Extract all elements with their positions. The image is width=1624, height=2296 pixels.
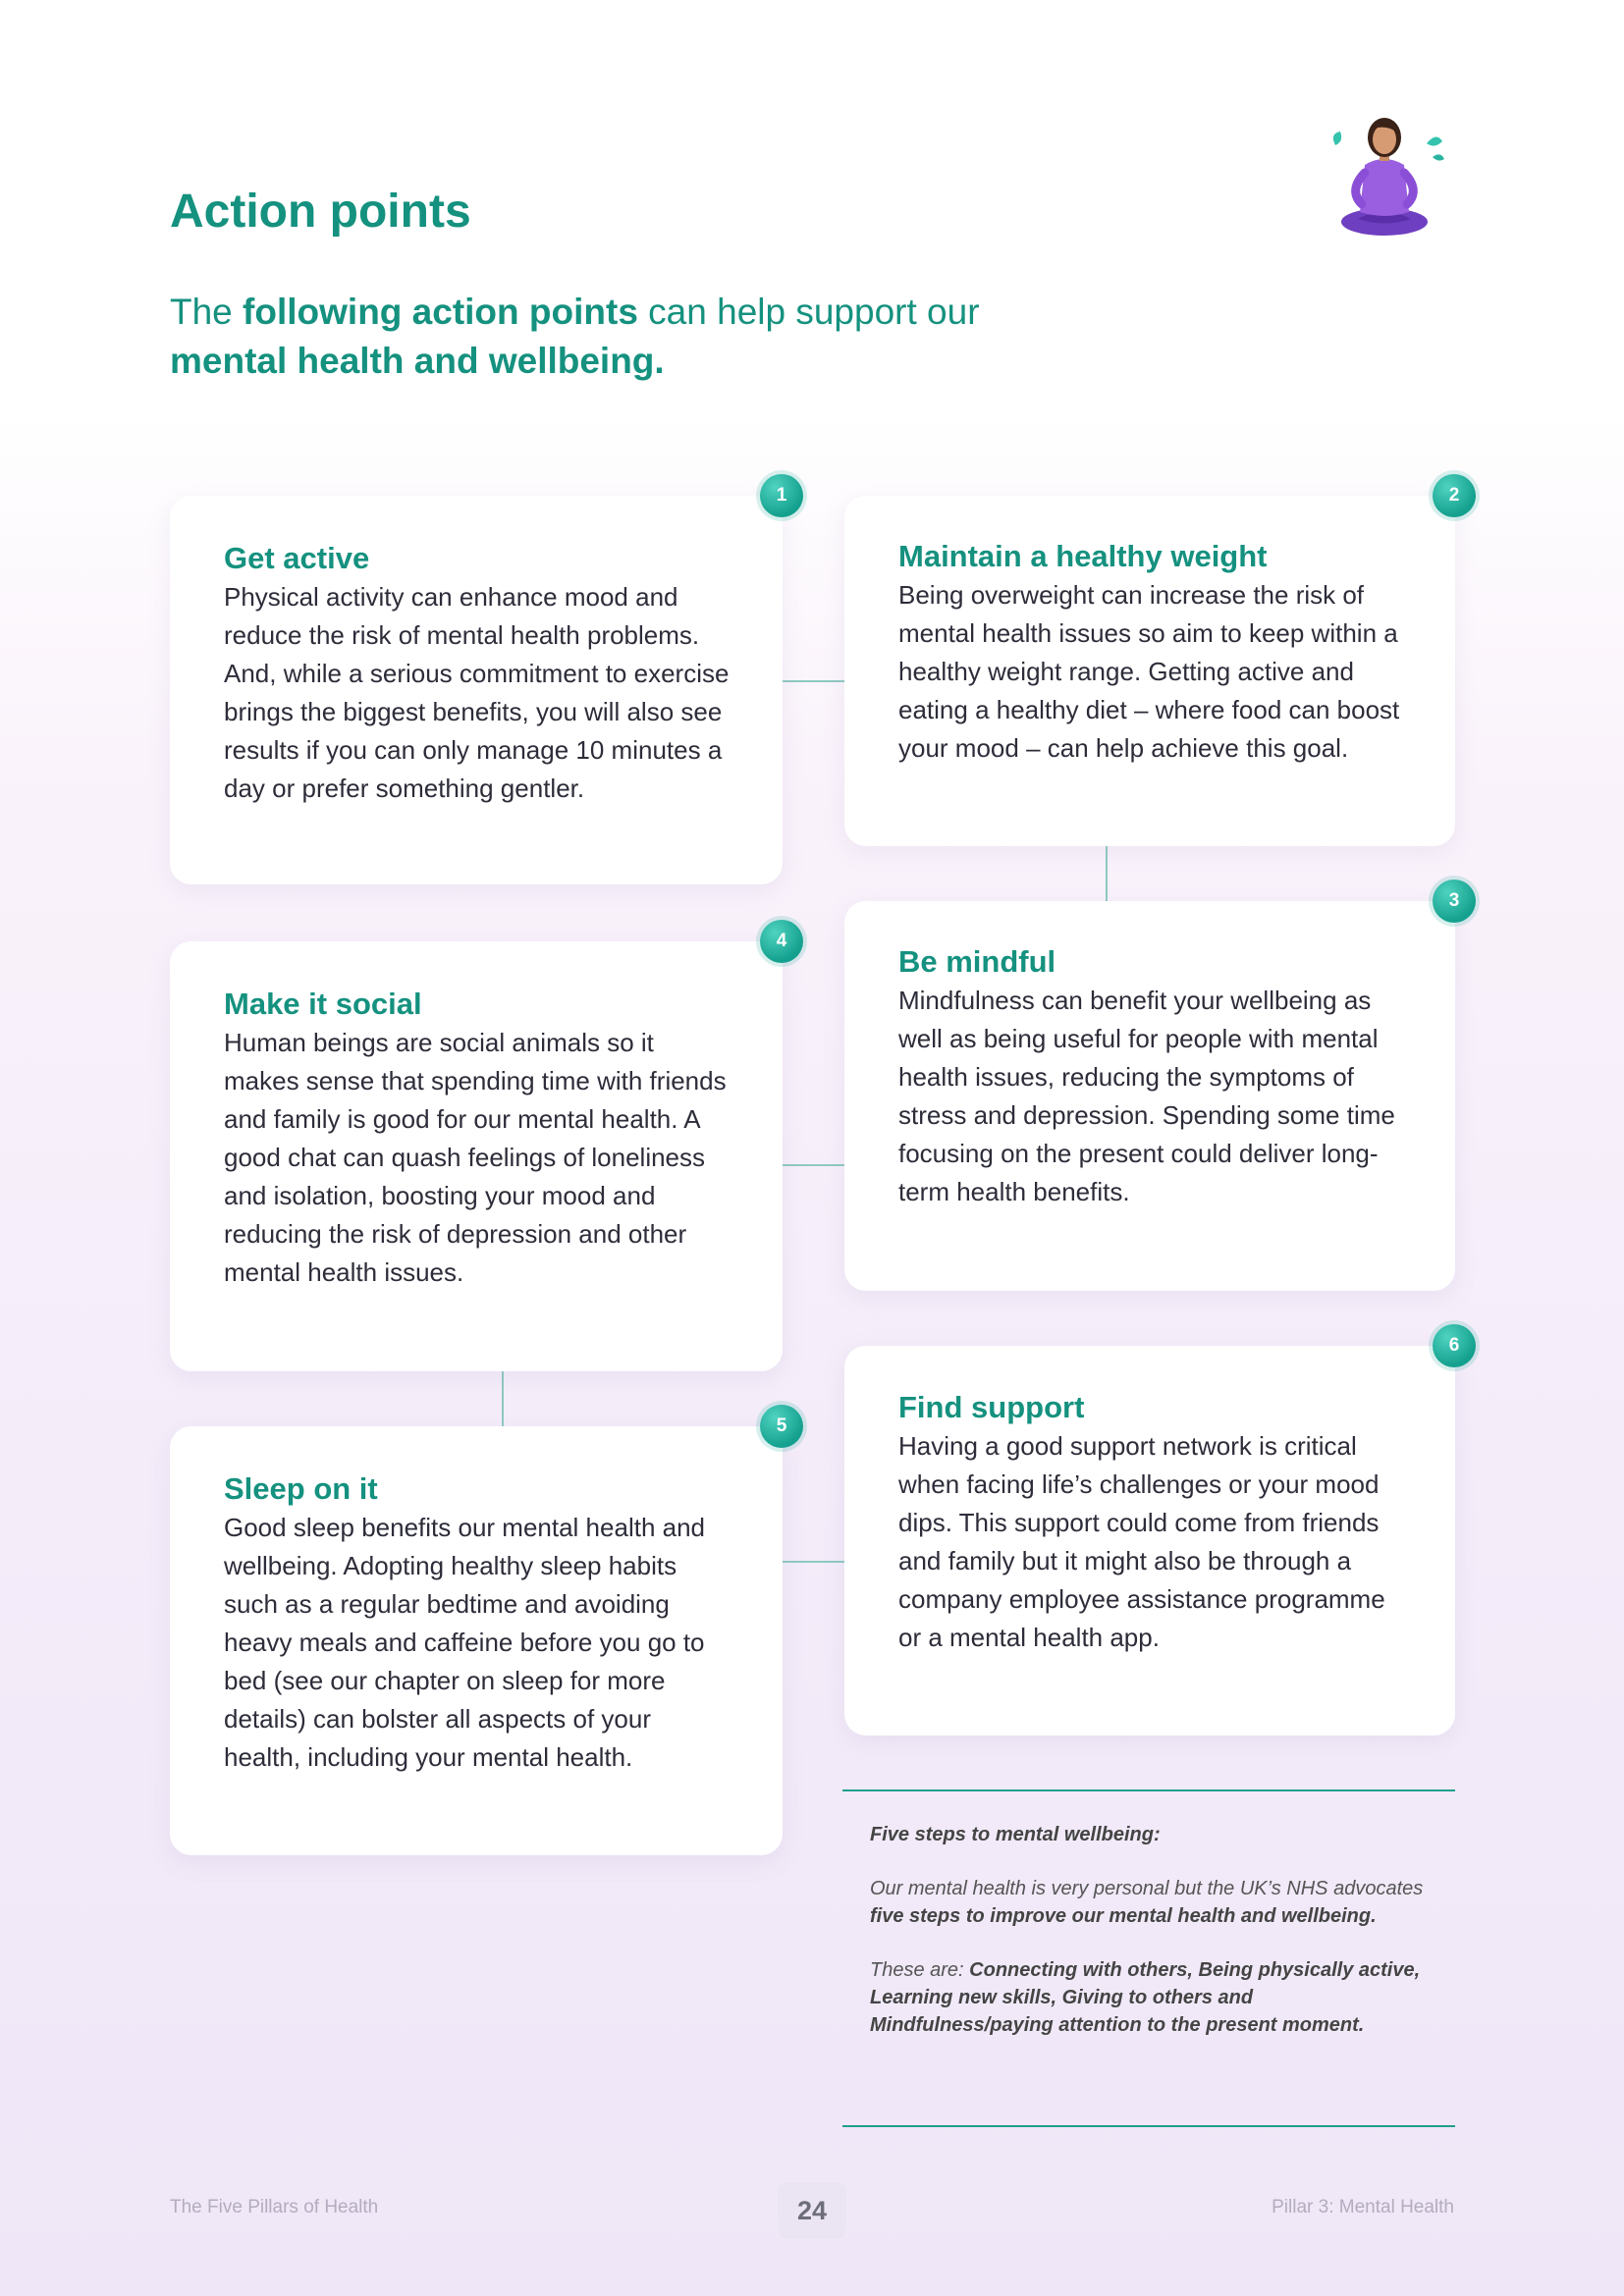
card-title: Be mindful [898,944,1056,979]
connector-line [1106,846,1108,901]
connector-line [783,680,844,682]
step-badge-3: 3 [1433,880,1476,923]
footer-right: Pillar 3: Mental Health [1272,2197,1454,2217]
five-steps-callout [842,1789,1455,2127]
step-badge-4: 4 [760,920,803,963]
card-body: Mindfulness can benefit your wellbeing as well as being useful for people with mental health issues, reducing the symptoms of stress and depression. Spending some time focusing on the present could deliver long-term health benefits. [898,986,1395,1206]
connector-line [502,1371,504,1426]
action-card-get-active [170,496,783,884]
card-body: Human beings are social animals so it makes sense that spending time with friends and family is good for our mental health. A good chat can quash feelings of loneliness and isolation, boosting your mood and reducing the risk of depression and other mental health issues. [224,1028,727,1287]
connector-line [783,1561,844,1563]
meditating-woman-icon [1321,106,1448,239]
action-card-find-support [844,1346,1455,1735]
step-badge-1: 1 [760,474,803,517]
page-subtitle: The following action points can help support our mental health and wellbeing. [170,292,980,381]
step-badge-5: 5 [760,1405,803,1448]
card-body: Good sleep benefits our mental health and wellbeing. Adopting healthy sleep habits such as a regular bedtime and avoiding heavy meals and caffeine before you go to bed (see our chapter on sleep for more details) can bolster all aspects of your health, including your mental health. [224,1513,706,1772]
page-title: Action points [170,186,471,238]
action-card-make-it-social [170,941,783,1371]
connector-line [783,1164,844,1166]
footer-left: The Five Pillars of Health [170,2197,379,2217]
card-title: Maintain a healthy weight [898,539,1268,573]
page-number: 24 [778,2182,846,2239]
action-card-healthy-weight [844,496,1455,846]
card-title: Get active [224,541,370,575]
card-title: Sleep on it [224,1471,378,1506]
card-body: Having a good support network is critical when facing life’s challenges or your mood dips. This support could come from friends and family but it might also be through a company employee assistance programme or a mental health app. [898,1431,1385,1652]
step-badge-2: 2 [1433,474,1476,517]
card-title: Make it social [224,987,422,1021]
action-card-be-mindful [844,901,1455,1291]
action-card-sleep-on-it [170,1426,783,1855]
callout-heading: Five steps to mental wellbeing: [870,1824,1161,1845]
card-body: Being overweight can increase the risk of mental health issues so aim to keep within a healthy weight range. Getting active and eating a healthy diet – where food can boost your mood – can help achieve this goal. [898,580,1400,763]
callout-paragraph: These are: Connecting with others, Being physically active, Learning new skills, Giving to others and Mindfulness/paying attention to the present moment. [870,1959,1421,2036]
callout-paragraph: Our mental health is very personal but the UK’s NHS advocates five steps to improve our mental health and wellbeing. [870,1878,1424,1927]
card-title: Find support [898,1390,1085,1424]
card-body: Physical activity can enhance mood and reduce the risk of mental health problems. And, while a serious commitment to exercise brings the biggest benefits, you will also see results if you can only manage 10 minutes a day or prefer something gentler. [224,582,730,803]
step-badge-6: 6 [1433,1324,1476,1367]
